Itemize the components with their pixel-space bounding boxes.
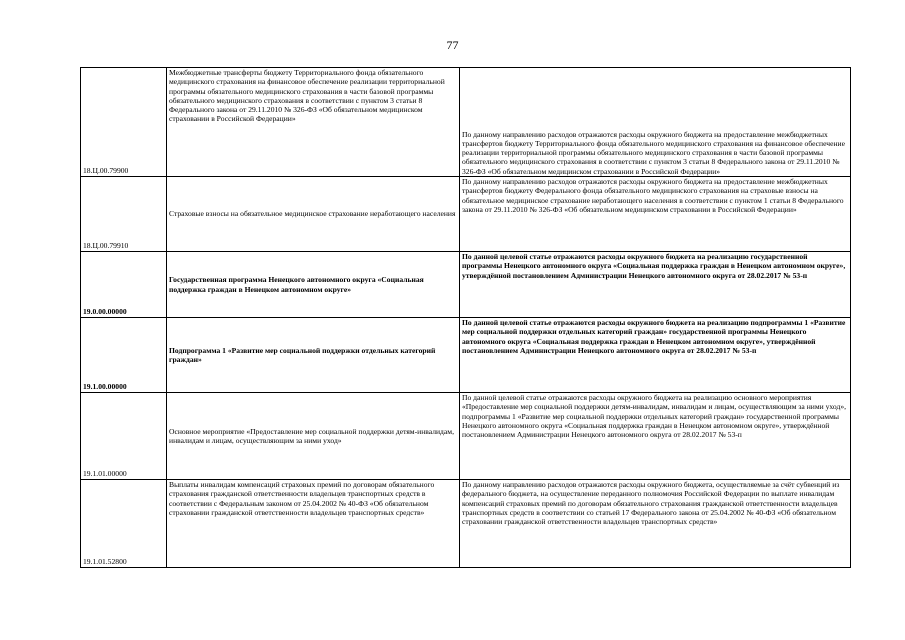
target-article-name: Страховые взносы на обязательное медицинское страхование неработающего населения [167, 177, 460, 252]
target-article-code: 19.1.00.00000 [81, 318, 167, 393]
target-article-name: Межбюджетные трансферты бюджету Территориального фонда обязательного медицинского страхования на финансовое обеспечение реализации территориальной программы обязательного медицинского страхования в части базовой программы обязательного медицинского страхования в соответствии с пунктом 3 статьи 8 Федерального закона от 29.11.2010 № 326-ФЗ «Об обязательном медицинском страховании в Российской Федерации» [167, 68, 460, 177]
target-article-code: 18.Ц.00.79910 [81, 177, 167, 252]
target-article-description: По данному направлению расходов отражаются расходы окружного бюджета на предоставление межбюджетных трансфертов бюджету Федерального фонда обязательного медицинского страхования на страховые взносы на обязательное медицинское страхование неработающего населения в соответствии с пунктом 1 статьи 8 Федерального закона от 29.11.2010 № 326-ФЗ «Об обязательном медицинском страховании в Российской Федерации» [460, 177, 851, 252]
table-row [81, 318, 851, 393]
target-article-code: 19.1.01.00000 [81, 393, 167, 480]
table-row [81, 177, 851, 252]
page-number: 77 [446, 38, 459, 52]
budget-classification-table [80, 67, 851, 568]
target-article-name: Выплаты инвалидам компенсаций страховых премий по договорам обязательного страхования гражданской ответственности владельцев транспортных средств в соответствии с Федеральным законом от 25.04.2002 № 40-ФЗ «Об обязательном страховании гражданской ответственности владельцев транспортных средств» [167, 480, 460, 568]
target-article-name: Подпрограмма 1 «Развитие мер социальной поддержки отдельных категорий граждан» [167, 318, 460, 393]
target-article-name: Основное мероприятие «Предоставление мер социальной поддержки детям-инвалидам, инвалидам и лицам, осуществляющим за ними уход» [167, 393, 460, 480]
target-article-name: Государственная программа Ненецкого автономного округа «Социальная поддержка граждан в Ненецком автономном округе» [167, 252, 460, 318]
target-article-description: По данной целевой статье отражаются расходы окружного бюджета на реализацию основного мероприятия «Предоставление мер социальной поддержки детям-инвалидам, инвалидам и лицам, осуществляющим за ними уход», подпрограммы 1 «Развитие мер социальной поддержки отдельных категорий граждан» государственной программы Ненецкого автономного округа «Социальная поддержка граждан в Ненецком автономном округе», утверждённой постановлением Администрации Ненецкого автономного округа от 28.02.2017 № 53-п [460, 393, 851, 480]
target-article-code: 19.0.00.00000 [81, 252, 167, 318]
table-row [81, 68, 851, 177]
target-article-code: 18.Ц.00.79900 [81, 68, 167, 177]
table-row [81, 393, 851, 480]
table-row [81, 252, 851, 318]
target-article-description: По данному направлению расходов отражаются расходы окружного бюджета на предоставление межбюджетных трансфертов бюджету Территориального фонда обязательного медицинского страхования на финансовое обеспечение реализации территориальной программы обязательного медицинского страхования в части базовой программы обязательного медицинского страхования в соответствии с пунктом 3 статьи 8 Федерального закона от 29.11.2010 № 326-ФЗ «Об обязательном медицинском страховании в Российской Федерации» [460, 68, 851, 177]
target-article-description: По данной целевой статье отражаются расходы окружного бюджета на реализацию государственной программы Ненецкого автономного округа «Социальная поддержка граждан в Ненецком автономном округе», утверждённой постановлением Администрации Ненецкого автономного округа от 28.02.2017 № 53-п [460, 252, 851, 318]
target-article-description: По данной целевой статье отражаются расходы окружного бюджета на реализацию подпрограммы 1 «Развитие мер социальной поддержки отдельных категорий граждан» государственной программы Ненецкого автономного округа «Социальная поддержка граждан в Ненецком автономном округе», утверждённой постановлением Администрации Ненецкого автономного округа от 28.02.2017 № 53-п [460, 318, 851, 393]
target-article-code: 19.1.01.52800 [81, 480, 167, 568]
table-row [81, 480, 851, 568]
target-article-description: По данному направлению расходов отражаются расходы окружного бюджета, осуществляемые за счёт субвенций из федерального бюджета, на осуществление переданного полномочия Российской Федерации по выплате инвалидам компенсаций страховых премий по договорам обязательного страхования гражданской ответственности владельцев транспортных средств в соответствии со статьей 17 Федерального закона от 25.04.2002 № 40-ФЗ «Об обязательном страховании гражданской ответственности владельцев транспортных средств» [460, 480, 851, 568]
